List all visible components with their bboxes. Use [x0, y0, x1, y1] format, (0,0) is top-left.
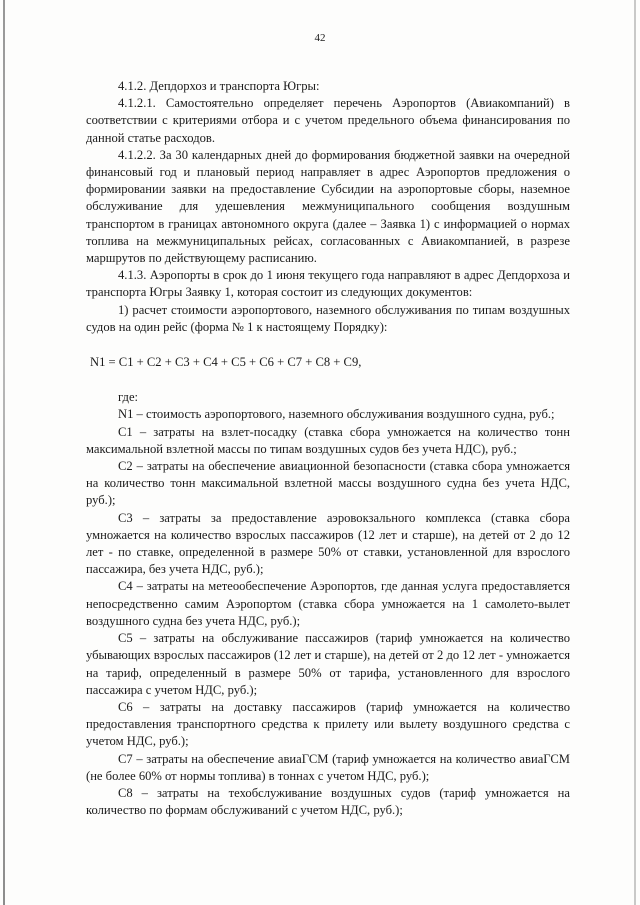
definition-c5: C5 – затраты на обслуживание пассажиров (тариф умножается на количество убывающих взрослых пассажиров (12 лет и старше), на детей от 2 до 12 лет - умножается на тариф, определенный в размере 50% от тарифа, установленного для взрослого пассажира с учетом НДС, руб.); [86, 631, 570, 697]
paragraph: 4.1.3. Аэропорты в срок до 1 июня текущего года направляют в адрес Депдорхоза и транспорта Югры Заявку 1, которая состоит из следующих документов: [86, 268, 570, 300]
section-heading: 4.1.2. Депдорхоз и транспорта Югры: [118, 79, 320, 93]
definition-c1: C1 – затраты на взлет-посадку (ставка сбора умножается на количество тонн максимальной взлетной массы по типам воздушных судов без учета НДС), руб.; [86, 424, 570, 456]
paragraph: 4.1.2.1. Самостоятельно определяет перечень Аэропортов (Авиакомпаний) в соответствии с критериями отбора и с учетом предельного объема финансирования по данной статье расходов. [86, 96, 570, 145]
definition-c7: C7 – затраты на обеспечение авиаГСМ (тариф умножается на количество авиаГСМ (не более 60% от нормы топлива) в тоннах с учетом НДС, руб.); [86, 751, 570, 783]
definition-c8: C8 – затраты на техобслуживание воздушных судов (тариф умножается на количество по формам обслуживаний с учетом НДС, руб.); [86, 785, 570, 818]
definition-c6: C6 – затраты на доставку пассажиров (тариф умножается на количество предоставления транспортного средства к прилету или вылету воздушного средства с учетом НДС, руб.); [86, 699, 570, 749]
paragraph: 4.1.2.2. За 30 календарных дней до формирования бюджетной заявки на очередной финансовый год и плановый период направляет в адрес Аэропортов предложения о формировании заявки на предоставление Субсидии на аэропортовые сборы, наземное обслуживание для удешевления межмуниципального сообщения воздушным транспортом в границах автономного округа (далее – Заявка 1) с информацией о нормах топлива на межмуниципальных рейсах, согласованных с Авиакомпанией, в разрезе маршрутов по действующему расписанию. [86, 147, 570, 266]
definition-c2: C2 – затраты на обеспечение авиационной безопасности (ставка сбора умножается на количество тонн максимальной взлетной массы воздушного судна без учета НДС, руб.); [86, 459, 570, 508]
formula: N1 = C1 + C2 + C3 + C4 + C5 + C6 + C7 + C8 + C9, [90, 355, 362, 370]
scan-edge-left [3, 0, 5, 905]
where-label: где: [118, 390, 139, 405]
definition-c4: C4 – затраты на метеообеспечение Аэропортов, где данная услуга предоставляется непосредственно самим Аэропортом (ставка сбора умножается на 1 самолето-вылет воздушного судна без учета НДС, руб.); [86, 579, 570, 628]
definition-n1: N1 – стоимость аэропортового, наземного обслуживания воздушного судна, руб.; [118, 407, 555, 422]
paragraph: 1) расчет стоимости аэропортового, наземного обслуживания по типам воздушных судов на один рейс (форма № 1 к настоящему Порядку): [86, 302, 570, 334]
scan-edge-right [634, 0, 636, 905]
document-body [86, 78, 570, 819]
definition-c3: C3 – затраты за предоставление аэровокзального комплекса (ставка сбора умножается на количество взрослых пассажиров (12 лет и старше), на детей от 2 до 12 лет - по ставке, определенной в размере 50% от ставки, установленной для взрослого пассажира, без учета НДС, руб.); [86, 510, 570, 577]
page-number: 42 [314, 32, 326, 44]
